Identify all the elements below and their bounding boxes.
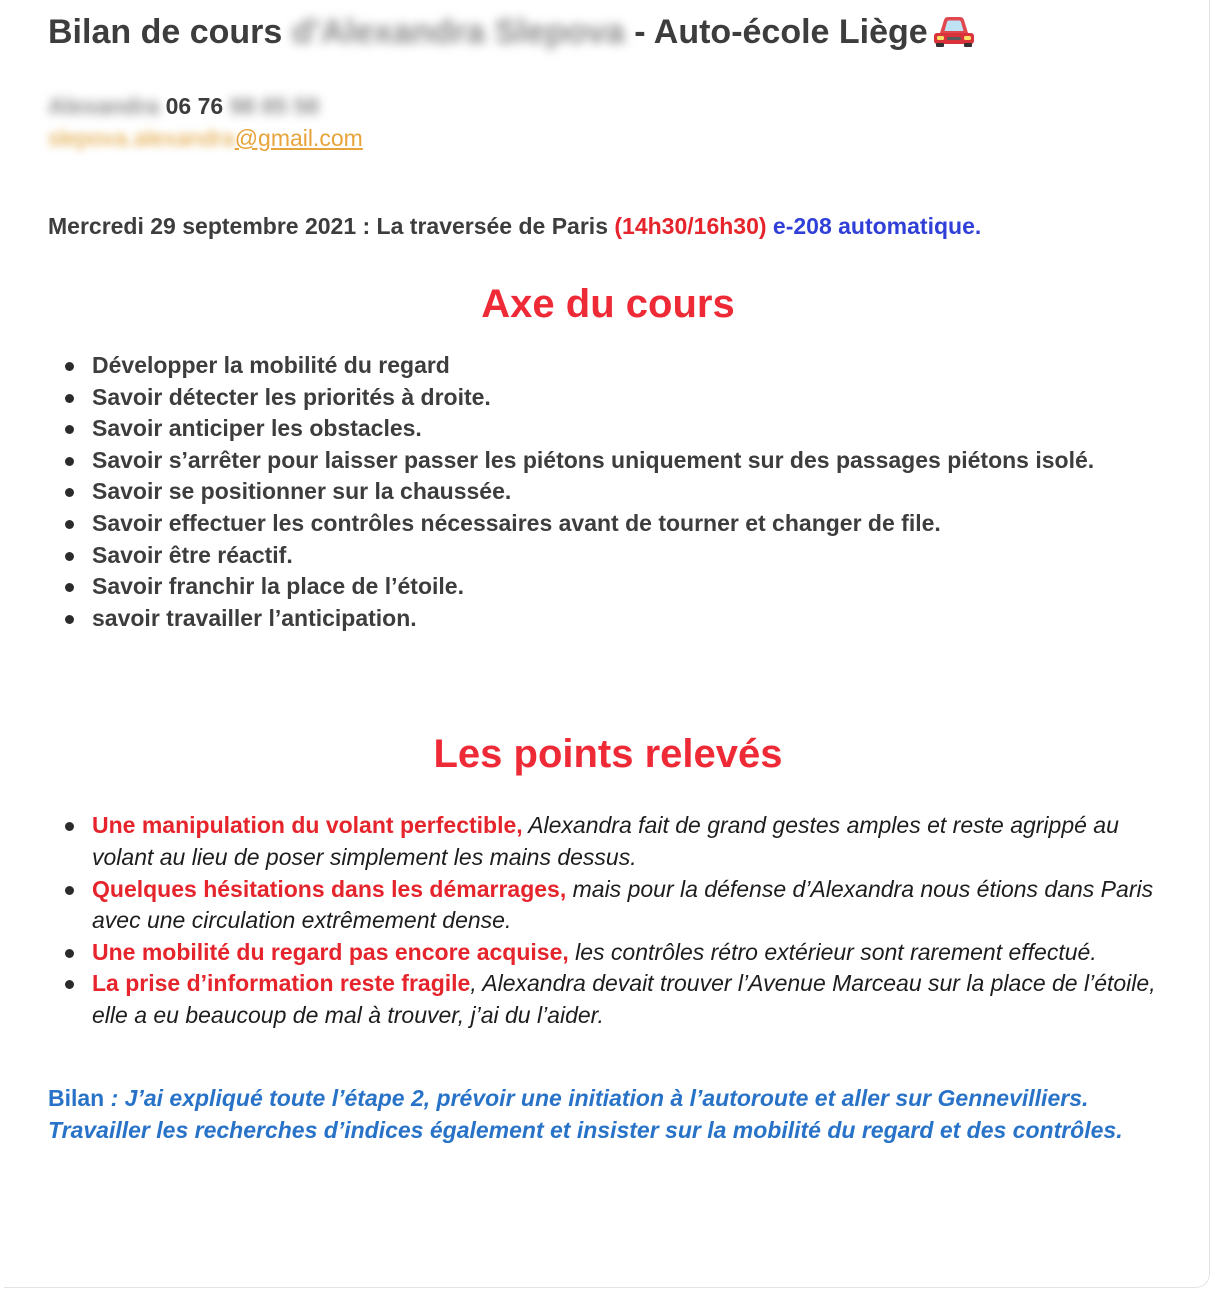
bilan-paragraph (48, 1082, 1168, 1146)
list-item: Savoir s’arrêter pour laisser passer les piétons uniquement sur des passages piétons isolé. (48, 445, 1168, 477)
points-heading: Les points relevés (433, 732, 783, 777)
session-date-title: Mercredi 29 septembre 2021 : La traversée de Paris (48, 213, 608, 239)
page-title (48, 10, 1168, 58)
email-link[interactable] (48, 125, 363, 151)
point-body: Alexandra fait de grand gestes amples et reste agrippé au volant au lieu de poser simplement les mains dessus. (92, 812, 1119, 870)
email-domain: @gmail.com (234, 125, 363, 151)
point-body: les contrôles rétro extérieur sont rarement effectué. (568, 938, 1097, 965)
axe-list (48, 350, 1168, 634)
point-head: Une mobilité du regard pas encore acquise, (92, 938, 569, 965)
point-body: mais pour la défense d’Alexandra nous étions dans Paris avec une circulation extrêmement dense. (92, 875, 1154, 934)
list-item: Développer la mobilité du regard (48, 350, 1168, 382)
point-head: Quelques hésitations dans les démarrages, (92, 875, 567, 902)
point-item (48, 810, 1168, 873)
list-item: Savoir être réactif. (48, 540, 1168, 572)
contact-name-blurred: Alexandra (48, 93, 160, 119)
point-body: , Alexandra devait trouver l’Avenue Marceau sur la place de l’étoile, elle a eu beaucoup de mal à trouver, j’ai du l’aider. (92, 970, 1156, 1028)
title-end: - Auto-école Liège (634, 13, 928, 51)
list-item: Savoir franchir la place de l’étoile. (48, 571, 1168, 603)
list-item: savoir travailler l’anticipation. (48, 603, 1168, 635)
points-list (48, 810, 1168, 1031)
list-item: Savoir se positionner sur la chaussée. (48, 476, 1168, 508)
point-item (48, 968, 1168, 1031)
contact-email-line (48, 122, 1168, 154)
email-user-blurred: slepova.alexandra (48, 125, 235, 151)
contact-phone-blurred: 98 85 58 (229, 93, 320, 119)
bilan-label: Bilan (48, 1084, 105, 1111)
car-icon (932, 13, 976, 58)
title-blurred-name: d'Alexandra Slepova (291, 13, 625, 51)
point-item (48, 874, 1168, 937)
point-item (48, 937, 1168, 969)
document-content (48, 10, 1168, 1146)
session-line (48, 210, 1168, 242)
session-vehicle: e-208 automatique. (772, 213, 982, 239)
axe-heading: Axe du cours (481, 282, 735, 326)
list-item: Savoir détecter les priorités à droite. (48, 382, 1168, 414)
bilan-text: : J’ai expliqué toute l’étape 2, prévoir une initiation à l’autoroute et aller sur Gennevilliers. Travailler les recherches d’indices également et insister sur la mobilité du regard et des contrôles. (48, 1084, 1123, 1143)
point-head: Une manipulation du volant perfectible, (92, 812, 523, 839)
list-item: Savoir anticiper les obstacles. (48, 413, 1168, 445)
point-head: La prise d’information reste fragile (92, 970, 471, 997)
session-time: (14h30/16h30) (614, 213, 767, 239)
list-item: Savoir effectuer les contrôles nécessaires avant de tourner et changer de file. (48, 508, 1168, 540)
title-start: Bilan de cours (48, 13, 283, 51)
contact-phone-line (48, 90, 1168, 122)
contact-phone: 06 76 (165, 93, 224, 119)
